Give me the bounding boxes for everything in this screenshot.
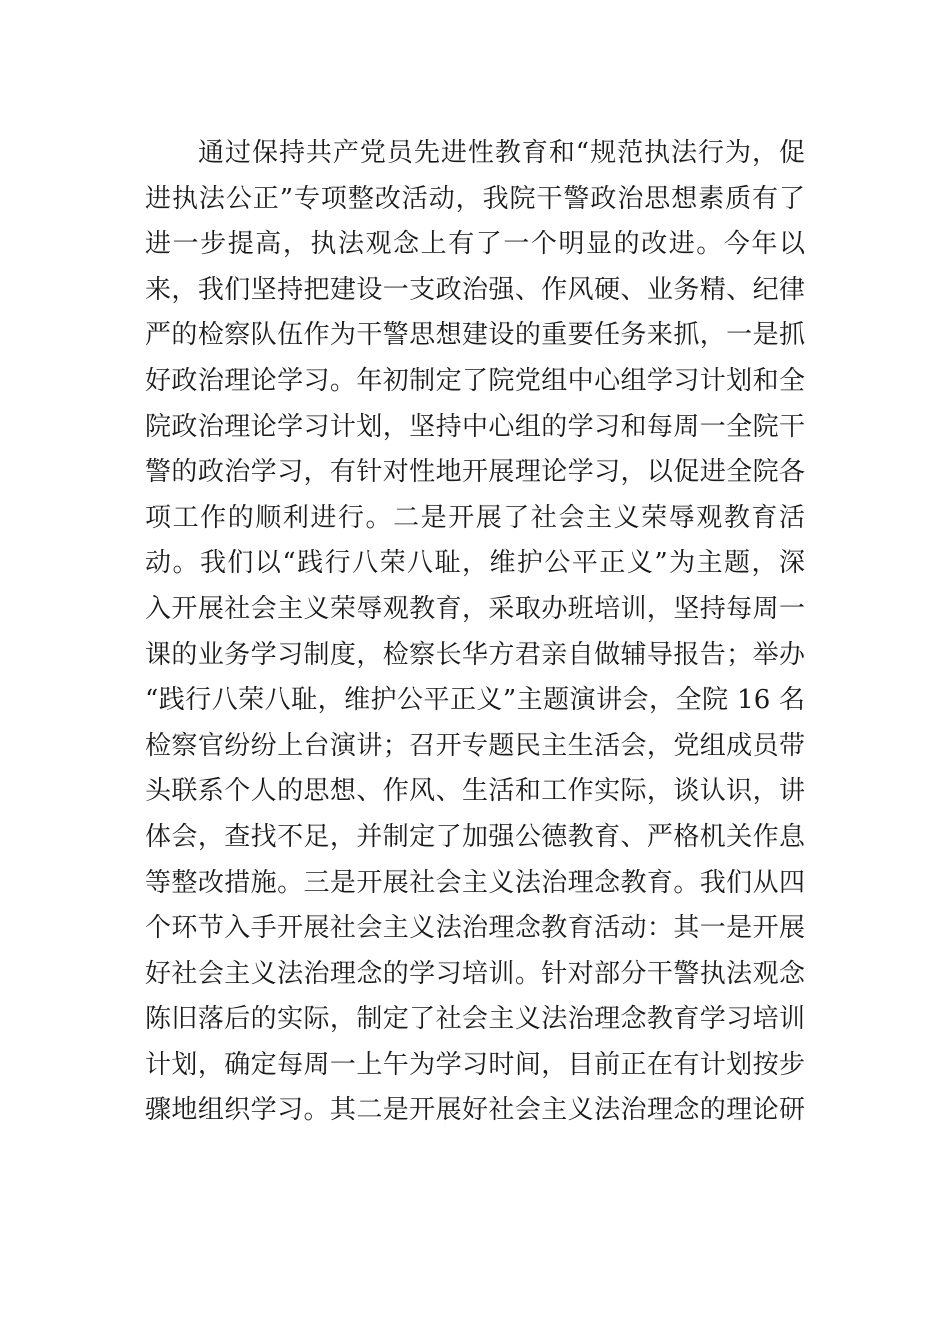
text-line: 来，我们坚持把建设一支政治强、作风硬、业务精、纪律 — [145, 274, 805, 305]
text-line: 院政治理论学习计划，坚持中心组的学习和每周一全院干 — [145, 411, 805, 442]
text-line: 好社会主义法治理念的学习培训。针对部分干警执法观念 — [145, 958, 805, 989]
text-line: 陈旧落后的实际，制定了社会主义法治理念教育学习培训 — [145, 1004, 805, 1035]
text-line: 骤地组织学习。其二是开展好社会主义法治理念的理论研 — [145, 1095, 805, 1126]
text-line: 头联系个人的思想、作风、生活和工作实际，谈认识，讲 — [145, 776, 805, 807]
body-paragraph — [145, 131, 805, 1134]
text-line: 检察官纷纷上台演讲；召开专题民主生活会，党组成员带 — [145, 730, 805, 761]
text-line: 课的业务学习制度，检察长华方君亲自做辅导报告；举办 — [145, 639, 805, 670]
text-line: 好政治理论学习。年初制定了院党组中心组学习计划和全 — [145, 365, 805, 396]
text-line: “践行八荣八耻，维护公平正义”主题演讲会，全院 16 名 — [145, 685, 805, 716]
text-line: 项工作的顺利进行。二是开展了社会主义荣辱观教育活 — [145, 502, 805, 533]
text-line: 严的检察队伍作为干警思想建设的重要任务来抓，一是抓 — [145, 320, 805, 351]
text-line: 通过保持共产党员先进性教育和“规范执法行为，促 — [198, 138, 805, 168]
text-line: 等整改措施。三是开展社会主义法治理念教育。我们从四 — [145, 867, 805, 898]
text-line: 计划，确定每周一上午为学习时间，目前正在有计划按步 — [145, 1049, 805, 1080]
text-line: 体会，查找不足，并制定了加强公德教育、严格机关作息 — [145, 821, 805, 852]
text-line: 个环节入手开展社会主义法治理念教育活动：其一是开展 — [145, 913, 805, 944]
text-line: 动。我们以“践行八荣八耻，维护公平正义”为主题，深 — [145, 548, 805, 579]
text-line: 进一步提高，执法观念上有了一个明显的改进。今年以 — [145, 229, 805, 260]
text-line: 入开展社会主义荣辱观教育，采取办班培训，坚持每周一 — [145, 593, 805, 624]
text-line: 进执法公正”专项整改活动，我院干警政治思想素质有了 — [145, 183, 805, 214]
text-line: 警的政治学习，有针对性地开展理论学习，以促进全院各 — [145, 457, 805, 488]
